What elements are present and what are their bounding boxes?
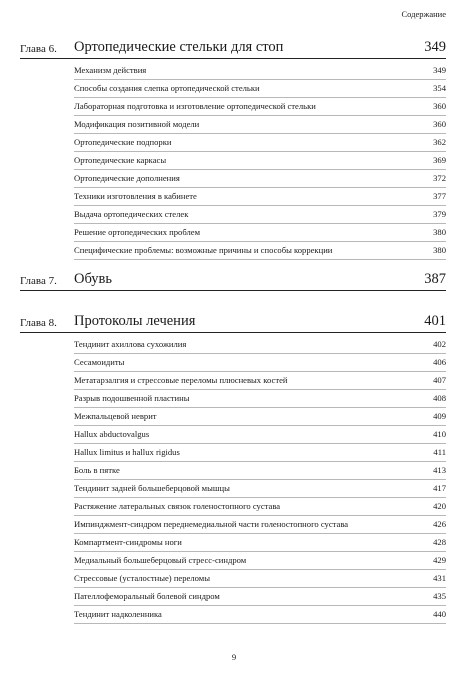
toc-entry[interactable]: Техники изготовления в кабинете 377: [74, 188, 446, 206]
toc-entry[interactable]: Боль в пятке 413: [74, 462, 446, 480]
toc-entry[interactable]: Метатарзалгия и стрессовые переломы плюсневых костей 407: [74, 372, 446, 390]
toc-entry[interactable]: Выдача ортопедических стелек 379: [74, 206, 446, 224]
chapter-page: 387: [424, 271, 446, 287]
toc-entry[interactable]: Hallux limitus и hallux rigidus 411: [74, 444, 446, 462]
toc-entry[interactable]: Способы создания слепка ортопедической стельки 354: [74, 80, 446, 98]
toc-entry[interactable]: Ортопедические дополнения 372: [74, 170, 446, 188]
chapter-6: [20, 36, 446, 260]
toc-entry[interactable]: Межпальцевой неврит 409: [74, 408, 446, 426]
chapter-6-entries: [74, 59, 446, 260]
toc-entry[interactable]: Специфические проблемы: возможные причины и способы коррекции 380: [74, 242, 446, 260]
toc-entry[interactable]: Импинджмент-синдром переднемедиальной части голеностопного сустава 426: [74, 516, 446, 534]
toc-entry[interactable]: Лабораторная подготовка и изготовление ортопедической стельки 360: [74, 98, 446, 116]
toc-entry[interactable]: Компартмент-синдромы ноги 428: [74, 534, 446, 552]
chapter-label: Глава 8.: [20, 317, 57, 329]
toc-entry[interactable]: Ортопедические подпорки 362: [74, 134, 446, 152]
toc-entry[interactable]: Разрыв подошвенной пластины 408: [74, 390, 446, 408]
toc-entry[interactable]: Стрессовые (усталостные) переломы 431: [74, 570, 446, 588]
chapter-heading: [20, 310, 446, 333]
toc-entry[interactable]: Сесамоидиты 406: [74, 354, 446, 372]
toc-entry[interactable]: Тендинит надколенника 440: [74, 606, 446, 624]
chapter-label: Глава 7.: [20, 275, 57, 287]
toc-entry[interactable]: Пателлофеморальный болевой синдром 435: [74, 588, 446, 606]
toc-entry[interactable]: Тендинит задней большеберцовой мышцы 417: [74, 480, 446, 498]
chapter-page: 349: [424, 39, 446, 55]
toc-entry[interactable]: Модификация позитивной модели 360: [74, 116, 446, 134]
page-number: 9: [231, 652, 237, 662]
chapter-8-entries: [74, 333, 446, 624]
chapter-label: Глава 6.: [20, 43, 57, 55]
chapter-page: 401: [424, 313, 446, 329]
running-header: Содержание: [401, 9, 446, 19]
toc-entry[interactable]: Тендинит ахиллова сухожилия 402: [74, 336, 446, 354]
chapter-title: Протоколы лечения: [74, 313, 196, 329]
chapter-7: [20, 268, 446, 291]
chapter-title: Ортопедические стельки для стоп: [74, 39, 284, 55]
toc-entry[interactable]: Решение ортопедических проблем 380: [74, 224, 446, 242]
chapter-heading: [20, 268, 446, 291]
toc-entry[interactable]: Ортопедические каркасы 369: [74, 152, 446, 170]
toc-entry[interactable]: Медиальный большеберцовый стресс-синдром 429: [74, 552, 446, 570]
toc-entry[interactable]: Механизм действия 349: [74, 62, 446, 80]
toc-entry[interactable]: Hallux abductovalgus 410: [74, 426, 446, 444]
chapter-title: Обувь: [74, 271, 113, 287]
chapter-8: [20, 310, 446, 624]
chapter-heading: [20, 36, 446, 59]
toc-entry[interactable]: Растяжение латеральных связок голеностопного сустава 420: [74, 498, 446, 516]
